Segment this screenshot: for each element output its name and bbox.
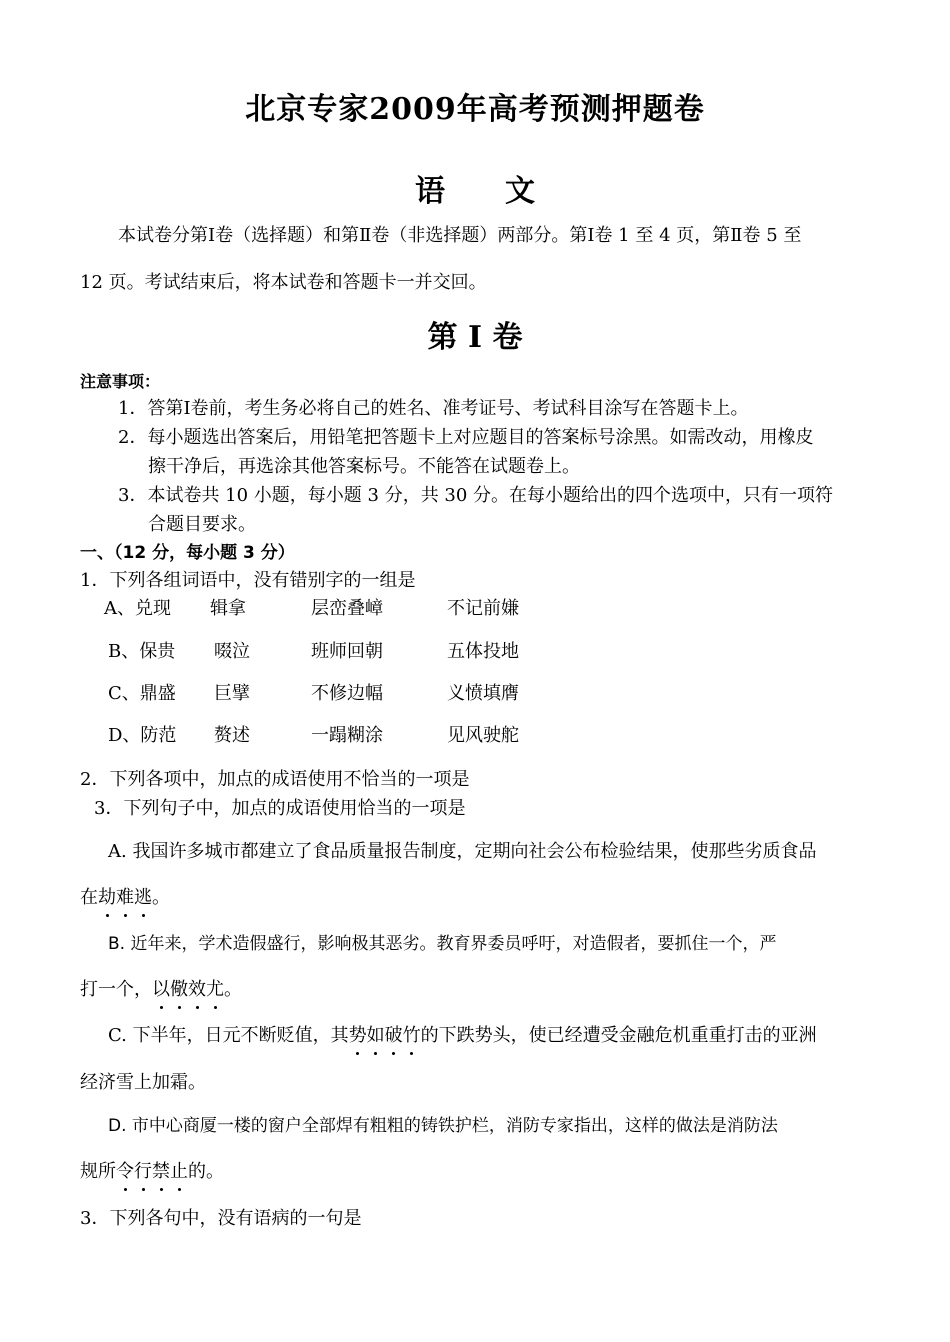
dotted-char: 破 [384,1025,403,1046]
q3b-stem: 3．下列各句中，没有语病的一句是 [80,1208,362,1229]
intro-line-2: 12 页。考试结束后，将本试卷和答题卡一并交回。 [80,272,487,293]
option-word: 层峦叠嶂 [311,598,383,619]
option-word: 不修边幅 [311,683,383,704]
notes-item-2-line-1: 2．每小题选出答案后，用铅笔把答题卡上对应题目的答案标号涂黑。如需改动，用橡皮 [118,427,814,448]
dotted-char: 儆 [170,979,188,1000]
intro-line-1: 本试卷分第Ⅰ卷（选择题）和第Ⅱ卷（非选择题）两部分。第Ⅰ卷 1 至 4 页，第Ⅱ卷 5 至 [118,225,802,246]
option-label: A、兑现 [104,598,171,619]
option-label: C、鼎盛 [108,683,176,704]
notes-item-1: 1．答第Ⅰ卷前，考生务必将自己的姓名、准考证号、考试科目涂写在答题卡上。 [118,398,749,419]
option-word: 班师回朝 [311,641,383,662]
dotted-char: 如 [366,1025,385,1046]
notes-item-3-line-1: 3．本试卷共 10 小题，每小题 3 分，共 30 分。在每小题给出的四个选项中，只有一项符 [118,485,834,506]
dotted-char: 效 [188,979,206,1000]
q1-stem: 1．下列各组词语中，没有错别字的一组是 [80,570,416,591]
text: 的。 [188,1161,224,1182]
text: D. 市中心商厦一楼的窗户全部焊有粗粗的铸铁护栏，消防专家指出，这样的做法是消防法 [108,1116,778,1136]
option-word: 赘述 [214,725,250,746]
option-label: D、防范 [108,725,177,746]
dotted-char: 难 [116,887,134,908]
text: B. 近年来，学术造假盛行，影响极其恶劣。教育界委员呼吁，对造假者，要抓住一个，严 [108,934,777,954]
q3a-option-c-line-1 [108,1024,817,1048]
q3a-option-a-line-2 [80,886,170,910]
option-word: 啜泣 [214,641,250,662]
text: 在 [80,887,98,908]
q3a-option-d-line-2 [80,1160,224,1184]
q3a-option-d-line-1 [108,1114,778,1138]
dotted-idiom [116,1161,188,1182]
dotted-char: 行 [134,1161,152,1182]
q2-stem: 2．下列各项中，加点的成语使用不恰当的一项是 [80,769,470,790]
text: 规所 [80,1161,116,1182]
q3a-option-c-line-2: 经济雪上加霜。 [80,1072,206,1093]
q3a-stem: 3．下列句子中，加点的成语使用恰当的一项是 [94,798,466,819]
q3a-option-b-line-1 [108,932,776,956]
dotted-idiom [349,1025,421,1046]
text: C. 下半年，日元不断贬值，其 [108,1025,349,1046]
dotted-char: 令 [116,1161,134,1182]
dotted-char: 势 [348,1025,367,1046]
notes-item-3-line-2: 合题目要求。 [148,514,256,535]
option-word: 义愤填膺 [447,683,519,704]
notes-item-2-line-2: 擦干净后，再选涂其他答案标号。不能答在试题卷上。 [148,456,580,477]
option-word: 不记前嫌 [447,598,519,619]
section-title: 第 I 卷 [427,320,523,355]
subject-title: 语 文 [415,174,535,209]
q3a-option-b-line-2 [80,978,242,1002]
dotted-char: 劫 [98,887,116,908]
option-word: 见风驶舵 [447,725,519,746]
text: 。 [152,887,170,908]
option-word: 巨擘 [214,683,250,704]
option-label: B、保贵 [108,641,176,662]
main-title: 北京专家2009年高考预测押题卷 [245,92,705,127]
text: 的下跌势头，使已经遭受金融危机重重打击的亚洲 [420,1025,817,1046]
option-word: 五体投地 [447,641,519,662]
q3a-option-a-line-1: A. 我国许多城市都建立了食品质量报告制度，定期向社会公布检验结果，使那些劣质食品 [108,841,817,862]
dotted-char: 止 [170,1161,188,1182]
dotted-char: 以 [152,979,170,1000]
option-word: 一蹋糊涂 [311,725,383,746]
dotted-char: 竹 [402,1025,421,1046]
dotted-idiom [98,887,152,908]
dotted-char: 尤 [206,979,224,1000]
dotted-idiom [152,979,224,1000]
notes-heading: 注意事项： [80,372,161,391]
dotted-char: 禁 [152,1161,170,1182]
text: 打一个， [80,979,152,1000]
text: 。 [224,979,242,1000]
part1-heading: 一、（12 分，每小题 3 分） [80,543,295,563]
dotted-char: 逃 [134,887,152,908]
option-word: 辑拿 [210,598,246,619]
